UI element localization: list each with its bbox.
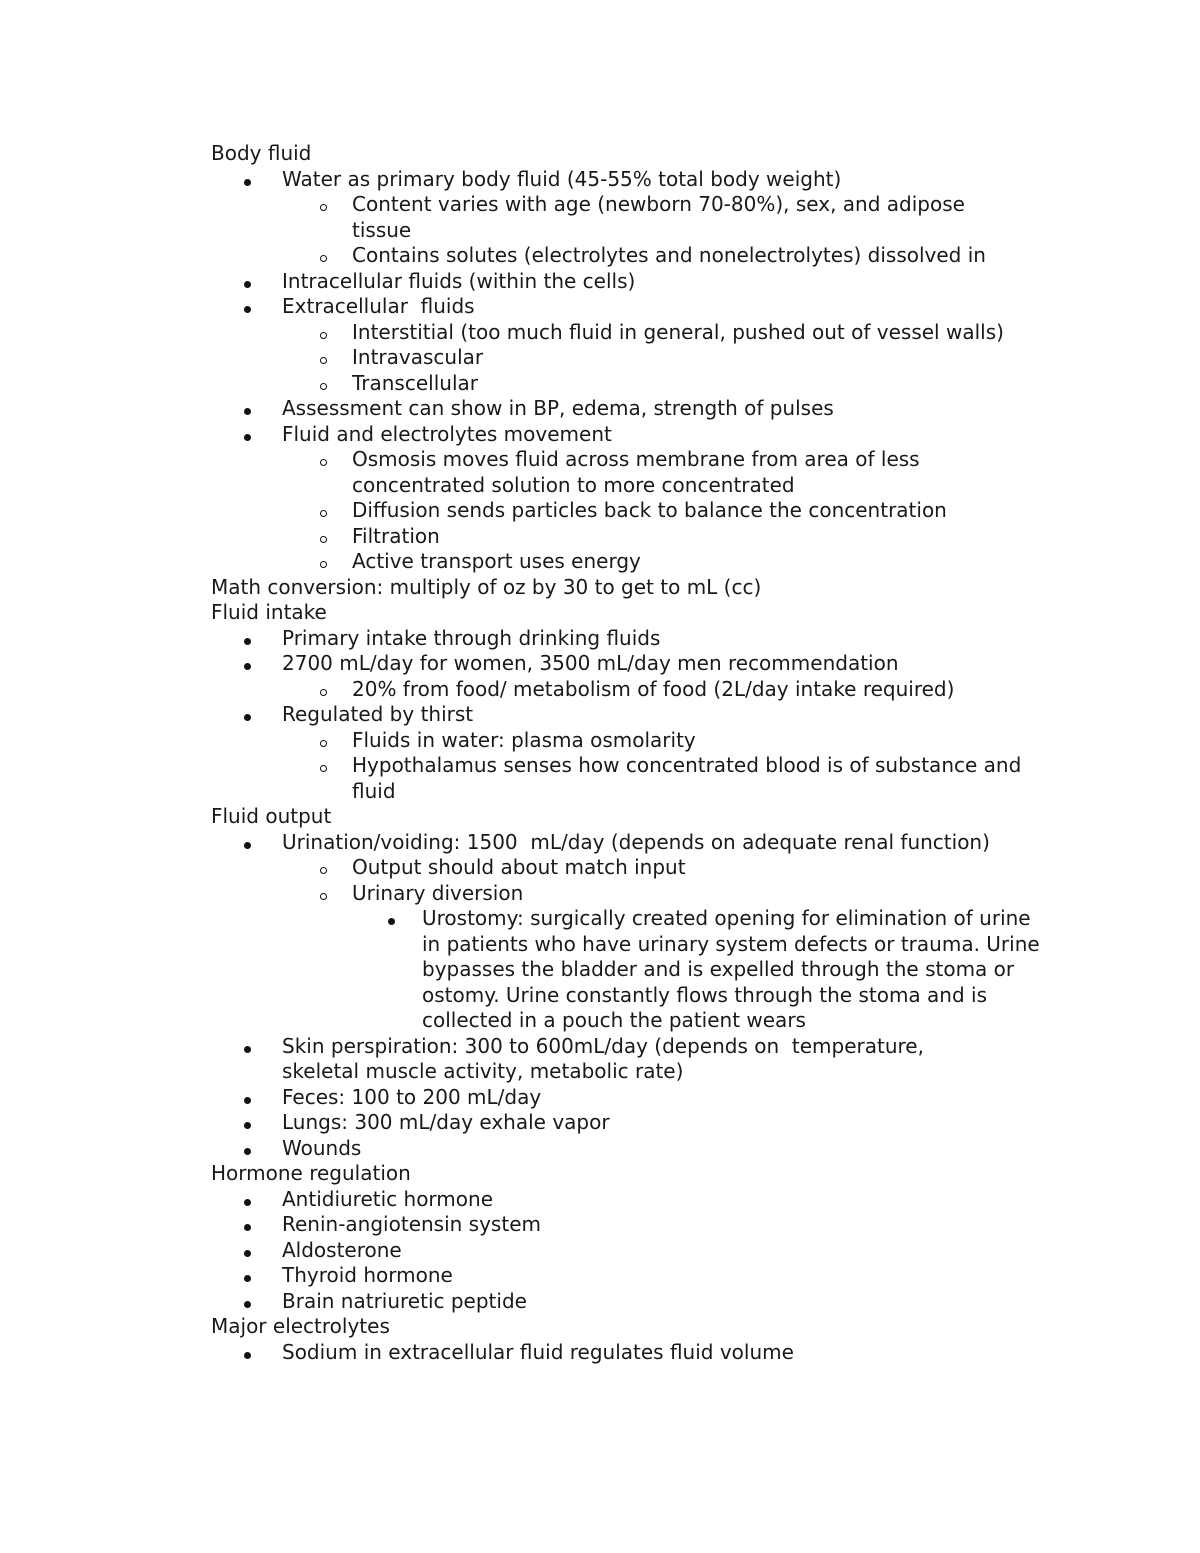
bullet-dot-icon [244,1110,251,1136]
line-text: Diffusion sends particles back to balance the concentration [352,498,947,522]
outline-line [211,447,1071,498]
bullet-dot-icon [244,167,251,193]
line-text: Math conversion: multiply of oz by 30 to get to mL (cc) [211,574,762,599]
bullet-circle-icon [320,753,327,779]
bullet-circle-icon [320,524,327,550]
line-text: Urostomy: surgically created opening for elimination of urine in patients who have urinary system defects or trauma. Urine bypasses the bladder and is expelled through the stoma or ostomy. Urine constantly flows through the stoma and is collected in a pouch the patient wears [422,906,1040,1032]
outline-line [211,192,1071,243]
outline-line [211,1314,1071,1340]
line-text: Skin perspiration: 300 to 600mL/day (depends on temperature, skeletal muscle activity, metabolic rate) [282,1033,931,1083]
line-text: Hormone regulation [211,1161,411,1185]
bullet-dot-icon [244,830,251,856]
line-text: Contains solutes (electrolytes and nonelectrolytes) dissolved in [352,243,986,267]
bullet-circle-icon [320,447,327,473]
line-text: Sodium in extracellular fluid regulates fluid volume [282,1339,794,1364]
bullet-circle-icon [320,855,327,881]
line-text: Interstitial (too much fluid in general, pushed out of vessel walls) [352,319,1004,344]
outline-line [211,1263,1071,1289]
outline-line [211,422,1071,448]
outline-line [211,1110,1071,1136]
document-body [211,141,1071,1365]
outline-line [211,855,1071,881]
outline-line [211,728,1071,754]
line-text: Fluid and electrolytes movement [282,421,612,446]
outline-line [211,243,1071,269]
line-text: Primary intake through drinking fluids [282,625,661,650]
line-text: Regulated by thirst [282,702,474,726]
line-text: Osmosis moves fluid across membrane from area of less concentrated solution to more concentrated [352,447,920,497]
outline-line [211,1034,1071,1085]
outline-line [211,830,1071,856]
line-text: Body fluid [211,141,312,165]
line-text: Lungs: 300 mL/day exhale vapor [282,1110,610,1134]
bullet-circle-icon [320,549,327,575]
line-text: Urinary diversion [352,880,524,905]
outline-line [211,1340,1071,1366]
line-text: 2700 mL/day for women, 3500 mL/day men recommendation [282,651,899,675]
line-text: Major electrolytes [211,1314,390,1338]
bullet-circle-icon [320,677,327,703]
bullet-dot-icon [244,1289,251,1315]
bullet-dot-icon [244,1187,251,1213]
outline-line [211,1161,1071,1187]
outline-line [211,753,1071,804]
bullet-dot-icon [244,294,251,320]
bullet-dot-icon [388,906,395,932]
line-text: Hypothalamus senses how concentrated blood is of substance and fluid [352,753,1022,803]
outline-line [211,371,1071,397]
line-text: Fluids in water: plasma osmolarity [352,727,696,752]
line-text: Extracellular fluids [282,294,475,318]
line-text: Wounds [282,1135,362,1160]
bullet-dot-icon [244,1212,251,1238]
outline-line [211,1238,1071,1264]
bullet-circle-icon [320,498,327,524]
line-text: Fluid intake [211,600,327,624]
bullet-dot-icon [244,702,251,728]
outline-line [211,1289,1071,1315]
outline-line [211,600,1071,626]
line-text: 20% from food/ metabolism of food (2L/day intake required) [352,676,955,701]
outline-line [211,141,1071,167]
outline-line [211,1187,1071,1213]
line-text: Thyroid hormone [282,1263,453,1287]
outline-line [211,396,1071,422]
line-text: Content varies with age (newborn 70-80%), sex, and adipose tissue [352,192,965,242]
outline-line [211,269,1071,295]
outline-line [211,167,1071,193]
bullet-dot-icon [244,651,251,677]
bullet-circle-icon [320,371,327,397]
bullet-dot-icon [244,396,251,422]
bullet-dot-icon [244,1085,251,1111]
line-text: Urination/voiding: 1500 mL/day (depends on adequate renal function) [282,829,990,854]
outline-line [211,320,1071,346]
outline-line [211,1136,1071,1162]
bullet-circle-icon [320,881,327,907]
outline-line [211,702,1071,728]
line-text: Active transport uses energy [352,549,641,573]
bullet-dot-icon [244,269,251,295]
outline-line [211,804,1071,830]
bullet-circle-icon [320,345,327,371]
line-text: Brain natriuretic peptide [282,1288,527,1313]
bullet-dot-icon [244,1263,251,1289]
line-text: Feces: 100 to 200 mL/day [282,1084,542,1109]
outline-line [211,294,1071,320]
bullet-circle-icon [320,192,327,218]
outline-line [211,626,1071,652]
line-text: Water as primary body fluid (45-55% total body weight) [282,166,842,191]
line-text: Intracellular fluids (within the cells) [282,268,636,293]
outline-line [211,549,1071,575]
outline-line [211,1212,1071,1238]
bullet-dot-icon [244,626,251,652]
bullet-circle-icon [320,728,327,754]
line-text: Renin-angiotensin system [282,1212,541,1236]
line-text: Aldosterone [282,1237,402,1262]
line-text: Assessment can show in BP, edema, strength of pulses [282,396,834,420]
bullet-dot-icon [244,1034,251,1060]
bullet-dot-icon [244,1340,251,1366]
bullet-circle-icon [320,320,327,346]
outline-line [211,677,1071,703]
outline-line [211,1085,1071,1111]
bullet-circle-icon [320,243,327,269]
bullet-dot-icon [244,1238,251,1264]
bullet-dot-icon [244,1136,251,1162]
line-text: Filtration [352,523,440,548]
outline-line [211,575,1071,601]
outline-line [211,651,1071,677]
line-text: Output should about match input [352,855,686,879]
line-text: Transcellular [352,370,478,395]
outline-line [211,906,1071,1034]
outline-line [211,498,1071,524]
outline-line [211,881,1071,907]
line-text: Antidiuretic hormone [282,1186,494,1211]
outline-line [211,524,1071,550]
outline-line [211,345,1071,371]
bullet-dot-icon [244,422,251,448]
line-text: Fluid output [211,804,332,828]
line-text: Intravascular [352,345,484,369]
